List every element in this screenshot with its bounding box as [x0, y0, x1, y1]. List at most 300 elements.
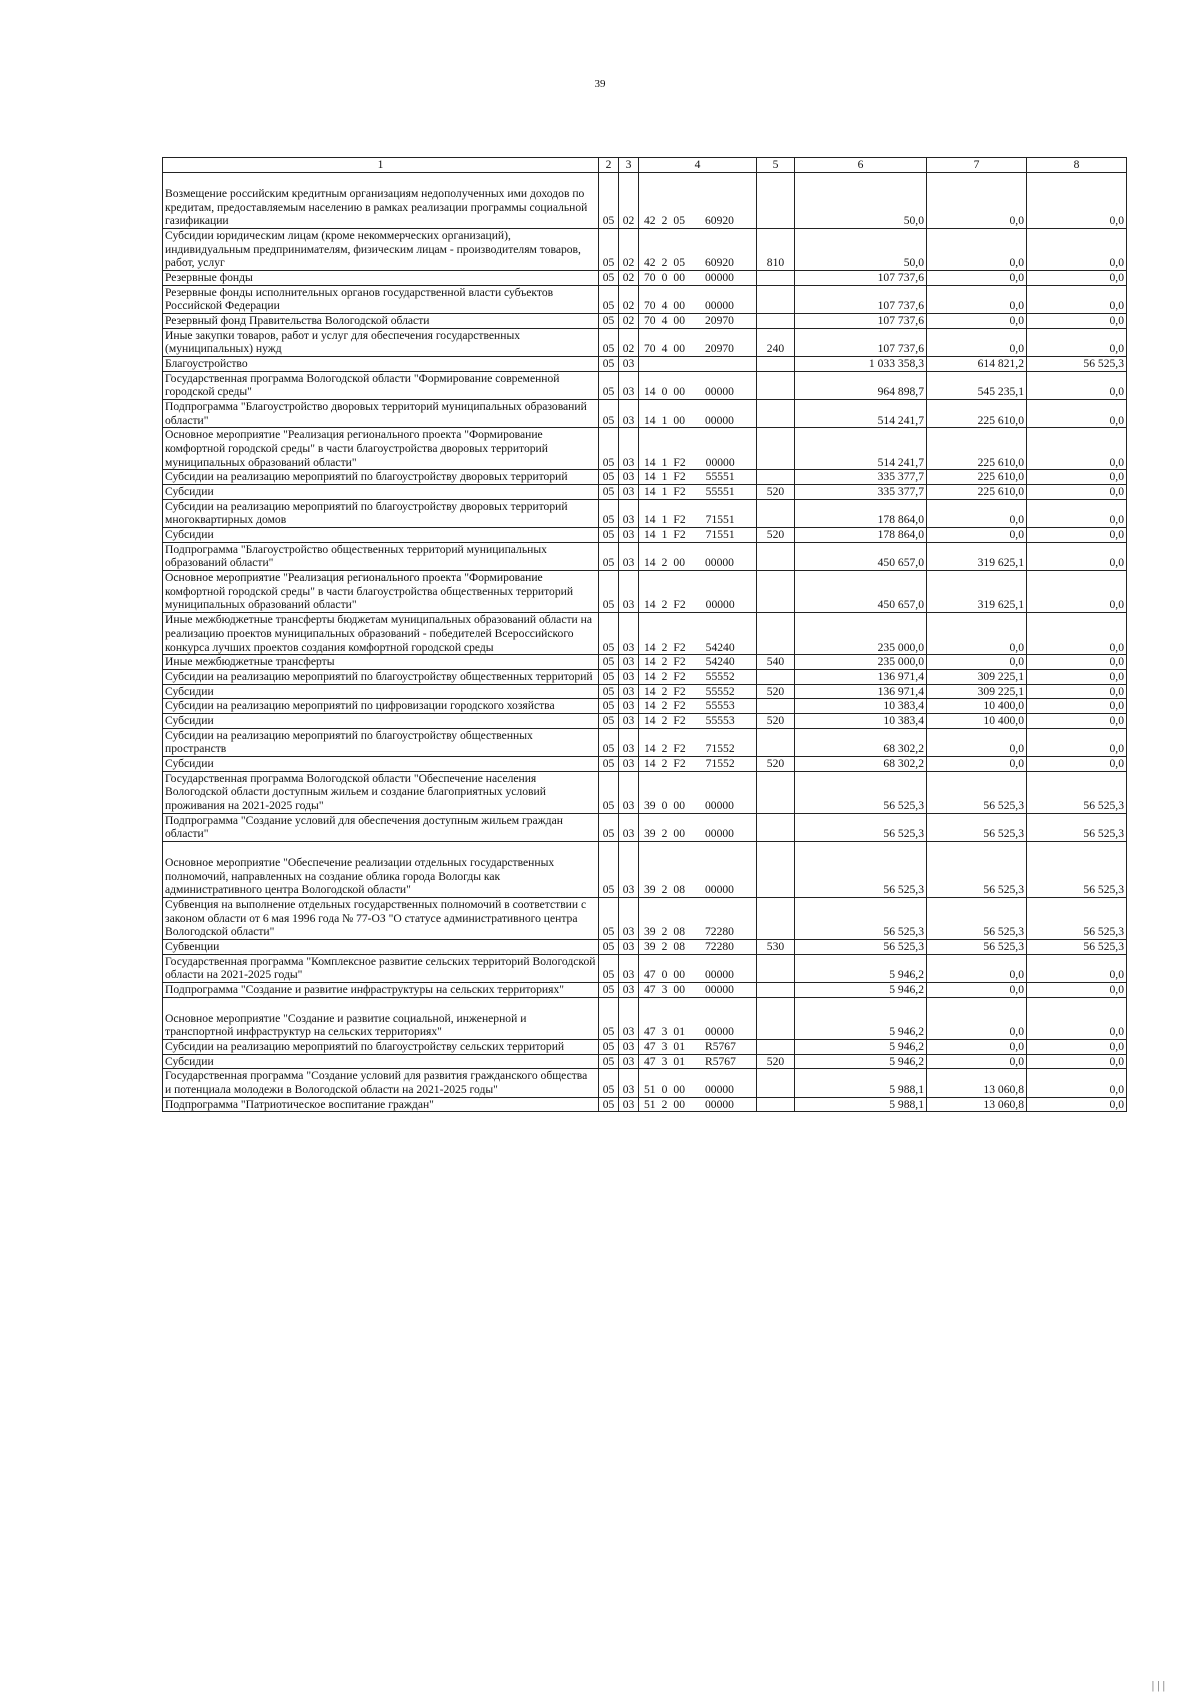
target-code-part: 05 — [673, 256, 685, 270]
table-row — [163, 841, 1127, 897]
target-code-part: 00000 — [705, 598, 735, 612]
expense-type-code — [757, 357, 795, 372]
target-code — [639, 499, 757, 527]
subsection-code: 03 — [619, 1069, 639, 1097]
target-code-part: 00000 — [704, 1082, 734, 1096]
table-row — [163, 1097, 1127, 1112]
row-name: Иные закупки товаров, работ и услуг для обеспечения государственных (муниципальных) нужд — [163, 328, 599, 356]
target-code — [639, 571, 757, 613]
subsection-code: 03 — [619, 982, 639, 997]
target-code-part: 00 — [673, 1097, 685, 1111]
target-code-part: 00000 — [704, 413, 734, 427]
expense-type-code — [757, 997, 795, 1039]
target-code — [639, 485, 757, 500]
row-name: Субвенции — [163, 939, 599, 954]
section-code: 05 — [599, 756, 619, 771]
subsection-code: 03 — [619, 1054, 639, 1069]
amount-col-8: 0,0 — [1027, 982, 1127, 997]
subsection-code: 03 — [619, 713, 639, 728]
section-code: 05 — [599, 1097, 619, 1112]
amount-col-7: 0,0 — [927, 328, 1027, 356]
table-row — [163, 400, 1127, 428]
target-code-part: 00000 — [704, 798, 734, 812]
amount-col-6: 235 000,0 — [795, 655, 927, 670]
target-code-part: 2 — [661, 756, 668, 770]
row-name: Благоустройство — [163, 357, 599, 372]
amount-col-8: 56 525,3 — [1027, 813, 1127, 841]
amount-col-8: 0,0 — [1027, 314, 1127, 329]
amount-col-6: 50,0 — [795, 229, 927, 271]
section-code: 05 — [599, 655, 619, 670]
target-code-part: 60920 — [704, 214, 734, 228]
table-row — [163, 285, 1127, 313]
amount-col-8: 0,0 — [1027, 285, 1127, 313]
section-code: 05 — [599, 728, 619, 756]
target-code — [639, 771, 757, 813]
target-code-part: 0 — [661, 798, 668, 812]
subsection-code: 03 — [619, 771, 639, 813]
target-code-part: 2 — [661, 256, 668, 270]
amount-col-6: 56 525,3 — [795, 771, 927, 813]
target-code-part: 00000 — [704, 982, 734, 996]
amount-col-7: 0,0 — [927, 728, 1027, 756]
amount-col-7: 56 525,3 — [927, 841, 1027, 897]
section-code: 05 — [599, 684, 619, 699]
target-code-part: 54240 — [705, 640, 735, 654]
target-code-part: 00 — [673, 299, 685, 313]
table-row — [163, 982, 1127, 997]
amount-col-7: 614 821,2 — [927, 357, 1027, 372]
target-code-part: 0 — [661, 968, 668, 982]
row-name: Субсидии на реализацию мероприятий по благоустройству общественных пространств — [163, 728, 599, 756]
expense-type-code — [757, 499, 795, 527]
expense-type-code: 520 — [757, 485, 795, 500]
target-code-part: 47 — [644, 982, 656, 996]
target-code-part: 51 — [644, 1097, 656, 1111]
target-code-part: 00000 — [704, 556, 734, 570]
target-code-part: 39 — [644, 798, 656, 812]
target-code-part: 1 — [661, 455, 668, 469]
row-name: Субсидии на реализацию мероприятий по благоустройству сельских территорий — [163, 1039, 599, 1054]
target-code — [639, 1039, 757, 1054]
row-name: Субсидии на реализацию мероприятий по цифровизации городского хозяйства — [163, 699, 599, 714]
target-code-part: 2 — [661, 214, 668, 228]
table-row — [163, 571, 1127, 613]
table-row — [163, 428, 1127, 470]
amount-col-8: 56 525,3 — [1027, 771, 1127, 813]
target-code — [639, 613, 757, 655]
target-code — [639, 271, 757, 286]
expense-type-code — [757, 728, 795, 756]
target-code-part: 14 — [644, 528, 656, 542]
target-code-part: 14 — [644, 742, 656, 756]
amount-col-8: 0,0 — [1027, 1069, 1127, 1097]
target-code-part: 2 — [661, 598, 668, 612]
target-code-part: 47 — [644, 1039, 656, 1053]
target-code-part: 39 — [644, 827, 656, 841]
target-code-part: 08 — [673, 925, 685, 939]
target-code-part: 39 — [644, 939, 656, 953]
target-code-part: 14 — [644, 713, 656, 727]
subsection-code: 03 — [619, 470, 639, 485]
subsection-code: 03 — [619, 613, 639, 655]
amount-col-6: 450 657,0 — [795, 571, 927, 613]
target-code-part: 70 — [644, 299, 656, 313]
target-code-part: 00000 — [704, 299, 734, 313]
target-code-part: F2 — [673, 598, 686, 612]
table-row — [163, 314, 1127, 329]
row-name: Подпрограмма "Создание и развитие инфраструктуры на сельских территориях" — [163, 982, 599, 997]
target-code-part: 1 — [661, 513, 668, 527]
row-name: Подпрограмма "Патриотическое воспитание граждан" — [163, 1097, 599, 1112]
target-code — [639, 684, 757, 699]
table-row — [163, 997, 1127, 1039]
table-row — [163, 939, 1127, 954]
row-name: Основное мероприятие "Реализация регионального проекта "Формирование комфортной городской среды" в части благоустройства общественных территорий муниципальных образований области" — [163, 571, 599, 613]
subsection-code: 03 — [619, 997, 639, 1039]
target-code-part: 2 — [661, 669, 668, 683]
expense-type-code — [757, 371, 795, 399]
amount-col-7: 56 525,3 — [927, 771, 1027, 813]
amount-col-7: 10 400,0 — [927, 713, 1027, 728]
row-name: Резервный фонд Правительства Вологодской области — [163, 314, 599, 329]
subsection-code: 03 — [619, 428, 639, 470]
section-code: 05 — [599, 371, 619, 399]
section-code: 05 — [599, 997, 619, 1039]
section-code: 05 — [599, 771, 619, 813]
amount-col-8: 0,0 — [1027, 613, 1127, 655]
section-code: 05 — [599, 542, 619, 570]
target-code-part: 2 — [661, 742, 668, 756]
row-name: Подпрограмма "Создание условий для обеспечения доступным жильем граждан области" — [163, 813, 599, 841]
row-name: Иные межбюджетные трансферты — [163, 655, 599, 670]
amount-col-8: 0,0 — [1027, 499, 1127, 527]
expense-type-code — [757, 897, 795, 939]
subsection-code: 03 — [619, 669, 639, 684]
target-code-part: 1 — [661, 485, 668, 499]
target-code — [639, 173, 757, 229]
target-code — [639, 357, 757, 372]
expense-type-code — [757, 173, 795, 229]
expense-type-code: 540 — [757, 655, 795, 670]
target-code — [639, 314, 757, 329]
amount-col-6: 178 864,0 — [795, 499, 927, 527]
amount-col-7: 0,0 — [927, 285, 1027, 313]
target-code-part: 47 — [644, 968, 656, 982]
target-code-part: 2 — [661, 556, 668, 570]
target-code-part: 14 — [644, 470, 656, 484]
row-name: Основное мероприятие "Реализация регионального проекта "Формирование комфортной городской среды" в части благоустройства дворовых территорий муниципальных образований области" — [163, 428, 599, 470]
expense-type-code — [757, 699, 795, 714]
amount-col-7: 0,0 — [927, 954, 1027, 982]
target-code-part: 51 — [644, 1082, 656, 1096]
row-name: Государственная программа Вологодской области "Формирование современной городской среды" — [163, 371, 599, 399]
section-code: 05 — [599, 528, 619, 543]
expense-type-code: 520 — [757, 713, 795, 728]
target-code-part: 70 — [644, 342, 656, 356]
target-code — [639, 400, 757, 428]
amount-col-7: 319 625,1 — [927, 571, 1027, 613]
subsection-code: 02 — [619, 314, 639, 329]
row-name: Подпрограмма "Благоустройство общественных территорий муниципальных образований области" — [163, 542, 599, 570]
target-code — [639, 897, 757, 939]
target-code-part: 14 — [644, 485, 656, 499]
target-code-part: 14 — [644, 684, 656, 698]
target-code-part: 00000 — [704, 271, 734, 285]
section-code: 05 — [599, 485, 619, 500]
target-code-part: 01 — [673, 1054, 685, 1068]
table-row — [163, 371, 1127, 399]
section-code: 05 — [599, 571, 619, 613]
expense-type-code — [757, 470, 795, 485]
target-code-part: 0 — [661, 1082, 668, 1096]
target-code-part: 55552 — [705, 684, 735, 698]
target-code-part: 08 — [673, 939, 685, 953]
target-code-part: 00000 — [704, 385, 734, 399]
row-name: Субвенция на выполнение отдельных государственных полномочий в соответствии с законом области от 6 мая 1996 года № 77-ОЗ "О статусе административного центра Вологодской области" — [163, 897, 599, 939]
section-code: 05 — [599, 982, 619, 997]
target-code-part: 47 — [644, 1054, 656, 1068]
amount-col-7: 0,0 — [927, 1054, 1027, 1069]
column-header: 6 — [795, 158, 927, 173]
amount-col-6: 964 898,7 — [795, 371, 927, 399]
amount-col-6: 178 864,0 — [795, 528, 927, 543]
target-code-part: F2 — [673, 485, 686, 499]
section-code: 05 — [599, 954, 619, 982]
target-code — [639, 470, 757, 485]
row-name: Субсидии — [163, 684, 599, 699]
row-name: Субсидии — [163, 713, 599, 728]
expense-type-code — [757, 613, 795, 655]
target-code-part: 72280 — [704, 925, 734, 939]
target-code-part: 3 — [661, 1039, 668, 1053]
target-code — [639, 954, 757, 982]
subsection-code: 03 — [619, 813, 639, 841]
amount-col-8: 0,0 — [1027, 571, 1127, 613]
expense-type-code — [757, 314, 795, 329]
subsection-code: 03 — [619, 699, 639, 714]
subsection-code: 03 — [619, 485, 639, 500]
target-code — [639, 528, 757, 543]
subsection-code: 03 — [619, 499, 639, 527]
amount-col-8: 0,0 — [1027, 997, 1127, 1039]
row-name: Основное мероприятие "Обеспечение реализации отдельных государственных полномочий, направленных на создание облика города Вологды как административного центра Вологодской области" — [163, 841, 599, 897]
table-row — [163, 728, 1127, 756]
table-row — [163, 897, 1127, 939]
target-code-part: 3 — [661, 1025, 668, 1039]
target-code-part: 14 — [644, 413, 656, 427]
budget-table — [162, 157, 1127, 1112]
amount-col-6: 5 988,1 — [795, 1097, 927, 1112]
amount-col-8: 0,0 — [1027, 485, 1127, 500]
target-code-part: 2 — [661, 713, 668, 727]
table-row — [163, 699, 1127, 714]
row-name: Субсидии — [163, 756, 599, 771]
amount-col-7: 225 610,0 — [927, 400, 1027, 428]
amount-col-6: 10 383,4 — [795, 699, 927, 714]
table-row — [163, 1039, 1127, 1054]
target-code — [639, 841, 757, 897]
target-code-part: F2 — [673, 669, 686, 683]
target-code-part: 39 — [644, 925, 656, 939]
subsection-code: 02 — [619, 271, 639, 286]
amount-col-8: 0,0 — [1027, 756, 1127, 771]
table-row — [163, 1069, 1127, 1097]
row-name: Субсидии — [163, 485, 599, 500]
amount-col-6: 56 525,3 — [795, 939, 927, 954]
table-row — [163, 771, 1127, 813]
expense-type-code: 810 — [757, 229, 795, 271]
amount-col-6: 514 241,7 — [795, 400, 927, 428]
subsection-code: 02 — [619, 173, 639, 229]
amount-col-8: 0,0 — [1027, 684, 1127, 699]
target-code-part: 71552 — [705, 756, 735, 770]
amount-col-7: 13 060,8 — [927, 1097, 1027, 1112]
subsection-code: 03 — [619, 1097, 639, 1112]
amount-col-6: 5 946,2 — [795, 982, 927, 997]
amount-col-7: 225 610,0 — [927, 470, 1027, 485]
target-code-part: R5767 — [704, 1054, 736, 1068]
amount-col-8: 56 525,3 — [1027, 841, 1127, 897]
amount-col-8: 0,0 — [1027, 470, 1127, 485]
target-code — [639, 328, 757, 356]
target-code-part: 2 — [661, 925, 668, 939]
section-code: 05 — [599, 173, 619, 229]
target-code-part: 70 — [644, 271, 656, 285]
target-code-part: F2 — [673, 699, 686, 713]
subsection-code: 03 — [619, 542, 639, 570]
table-row — [163, 470, 1127, 485]
target-code-part: 20970 — [704, 314, 734, 328]
target-code-part: 71552 — [705, 742, 735, 756]
table-row — [163, 613, 1127, 655]
target-code-part: 1 — [661, 413, 668, 427]
column-header: 7 — [927, 158, 1027, 173]
row-name: Субсидии на реализацию мероприятий по благоустройству общественных территорий — [163, 669, 599, 684]
subsection-code: 03 — [619, 841, 639, 897]
section-code: 05 — [599, 813, 619, 841]
amount-col-7: 0,0 — [927, 271, 1027, 286]
target-code-part: R5767 — [704, 1039, 736, 1053]
target-code — [639, 285, 757, 313]
amount-col-8: 0,0 — [1027, 669, 1127, 684]
amount-col-6: 107 737,6 — [795, 328, 927, 356]
subsection-code: 03 — [619, 1039, 639, 1054]
row-name: Возмещение российским кредитным организациям недополученных ими доходов по кредитам, предоставляемым населению в рамках реализации программы социальной газификации — [163, 173, 599, 229]
expense-type-code — [757, 428, 795, 470]
target-code-part: 71551 — [705, 528, 735, 542]
target-code-part: 2 — [661, 939, 668, 953]
amount-col-6: 5 946,2 — [795, 1039, 927, 1054]
amount-col-6: 56 525,3 — [795, 813, 927, 841]
target-code-part: 42 — [644, 256, 656, 270]
row-name: Иные межбюджетные трансферты бюджетам муниципальных образований области на реализацию проектов муниципальных образований - победителей Всероссийского конкурса лучших проектов создания комфортной городской среды — [163, 613, 599, 655]
target-code-part: 14 — [644, 556, 656, 570]
section-code: 05 — [599, 285, 619, 313]
expense-type-code: 530 — [757, 939, 795, 954]
table-row — [163, 528, 1127, 543]
amount-col-6: 56 525,3 — [795, 897, 927, 939]
target-code-part: F2 — [673, 655, 686, 669]
section-code: 05 — [599, 1069, 619, 1097]
amount-col-8: 0,0 — [1027, 655, 1127, 670]
amount-col-6: 5 946,2 — [795, 1054, 927, 1069]
target-code-part: 70 — [644, 314, 656, 328]
amount-col-8: 0,0 — [1027, 1097, 1127, 1112]
subsection-code: 03 — [619, 655, 639, 670]
expense-type-code — [757, 982, 795, 997]
target-code-part: 00000 — [704, 883, 734, 897]
section-code: 05 — [599, 613, 619, 655]
column-header: 2 — [599, 158, 619, 173]
row-name: Субсидии — [163, 1054, 599, 1069]
expense-type-code — [757, 400, 795, 428]
amount-col-6: 107 737,6 — [795, 285, 927, 313]
subsection-code: 03 — [619, 756, 639, 771]
subsection-code: 02 — [619, 328, 639, 356]
amount-col-6: 1 033 358,3 — [795, 357, 927, 372]
subsection-code: 03 — [619, 684, 639, 699]
target-code-part: F2 — [673, 756, 686, 770]
expense-type-code — [757, 1097, 795, 1112]
target-code-part: 3 — [661, 982, 668, 996]
amount-col-6: 68 302,2 — [795, 756, 927, 771]
target-code-part: 54240 — [705, 655, 735, 669]
target-code-part: 00000 — [704, 1025, 734, 1039]
target-code-part: F2 — [673, 713, 686, 727]
amount-col-7: 225 610,0 — [927, 485, 1027, 500]
target-code — [639, 1054, 757, 1069]
amount-col-7: 319 625,1 — [927, 542, 1027, 570]
column-header: 3 — [619, 158, 639, 173]
amount-col-7: 0,0 — [927, 982, 1027, 997]
target-code-part: F2 — [673, 684, 686, 698]
target-code-part: 00000 — [704, 1097, 734, 1111]
amount-col-8: 0,0 — [1027, 400, 1127, 428]
row-name: Государственная программа "Создание условий для развития гражданского общества и потенциала молодежи в Вологодской области на 2021-2025 годы" — [163, 1069, 599, 1097]
subsection-code: 03 — [619, 571, 639, 613]
target-code-part: 4 — [661, 314, 668, 328]
target-code-part: 00 — [673, 827, 685, 841]
subsection-code: 03 — [619, 528, 639, 543]
row-name: Субсидии — [163, 528, 599, 543]
expense-type-code: 240 — [757, 328, 795, 356]
subsection-code: 03 — [619, 897, 639, 939]
column-header: 1 — [163, 158, 599, 173]
amount-col-6: 5 988,1 — [795, 1069, 927, 1097]
table-row — [163, 328, 1127, 356]
amount-col-6: 235 000,0 — [795, 613, 927, 655]
amount-col-8: 0,0 — [1027, 699, 1127, 714]
target-code — [639, 1069, 757, 1097]
amount-col-7: 56 525,3 — [927, 813, 1027, 841]
row-name: Субсидии на реализацию мероприятий по благоустройству дворовых территорий многоквартирных домов — [163, 499, 599, 527]
target-code — [639, 669, 757, 684]
target-code-part: 14 — [644, 640, 656, 654]
amount-col-8: 56 525,3 — [1027, 897, 1127, 939]
amount-col-8: 0,0 — [1027, 713, 1127, 728]
section-code: 05 — [599, 328, 619, 356]
subsection-code: 03 — [619, 728, 639, 756]
expense-type-code — [757, 285, 795, 313]
section-code: 05 — [599, 1039, 619, 1054]
target-code-part: 42 — [644, 214, 656, 228]
expense-type-code — [757, 271, 795, 286]
amount-col-6: 335 377,7 — [795, 485, 927, 500]
target-code-part: 00 — [673, 968, 685, 982]
target-code-part: 55553 — [705, 699, 735, 713]
expense-type-code — [757, 1069, 795, 1097]
